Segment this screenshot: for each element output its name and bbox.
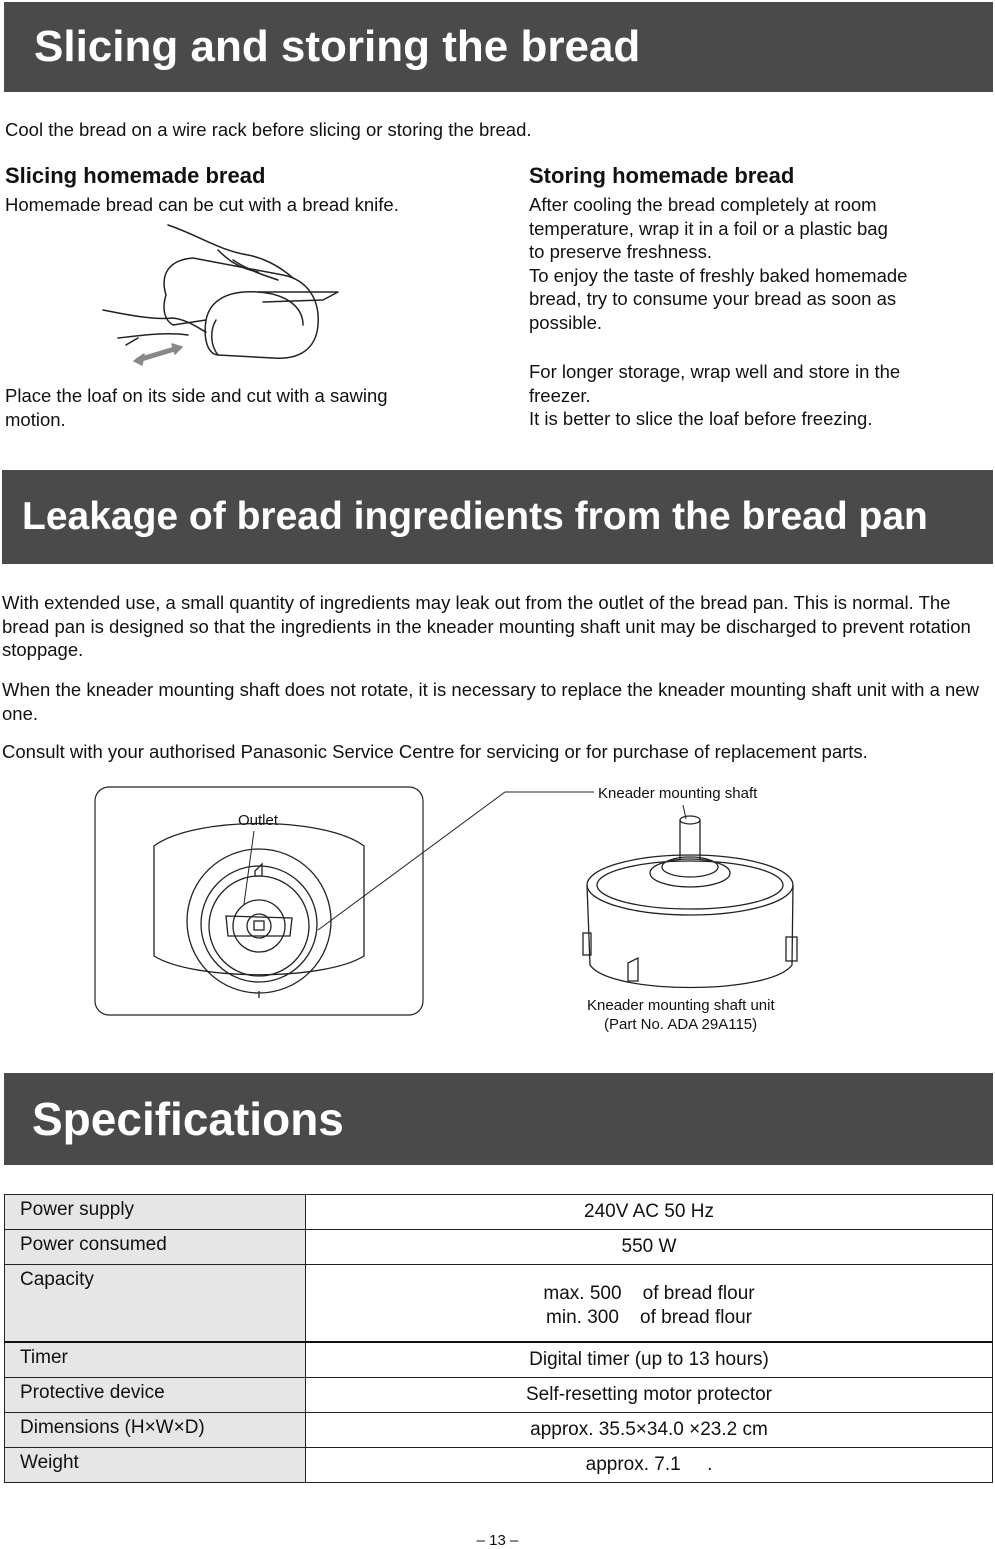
section-banner-specifications (4, 1073, 993, 1165)
table-row (5, 1195, 993, 1230)
table-row (5, 1342, 993, 1378)
spec-label: Capacity (5, 1265, 306, 1343)
section-title: Specifications (32, 1093, 344, 1145)
slicing-caption: Place the loaf on its side and cut with a sawing motion. (5, 385, 388, 430)
section-title: Slicing and storing the bread (34, 22, 641, 71)
specifications-table (4, 1194, 993, 1483)
spec-label: Protective device (5, 1378, 306, 1413)
bread-slicing-illustration (98, 220, 348, 370)
spec-value: Digital timer (up to 13 hours) (306, 1342, 993, 1378)
leakage-paragraph-3: Consult with your authorised Panasonic Service Centre for servicing or for purchase of replacement parts. (2, 741, 868, 762)
storing-text: After cooling the bread completely at room temperature, wrap it in a foil or a plastic bag to preserve freshness. To enjoy the taste of freshly baked homemade bread, try to consume your bread as soon as possible. (529, 194, 908, 333)
spec-value: approx. 7.1 . (306, 1448, 993, 1483)
spec-value: 550 W (306, 1230, 993, 1265)
spec-value: 240V AC 50 Hz (306, 1195, 993, 1230)
table-row (5, 1265, 993, 1343)
slicing-text: Homemade bread can be cut with a bread knife. (5, 194, 399, 215)
section-banner-leakage (2, 470, 993, 564)
table-row (5, 1413, 993, 1448)
leakage-paragraph-1: With extended use, a small quantity of ingredients may leak out from the outlet of the bread pan. This is normal. The bread pan is designed so that the ingredients in the kneader mounting shaft unit may be discharged to prevent rotation stoppage. (2, 592, 971, 660)
table-row (5, 1378, 993, 1413)
storing-freezer-text: For longer storage, wrap well and store in the freezer. It is better to slice the loaf before freezing. (529, 361, 901, 429)
leader-line (0, 780, 995, 980)
leakage-paragraph-2: When the kneader mounting shaft does not rotate, it is necessary to replace the kneader mounting shaft unit with a new one. (2, 679, 979, 724)
label-part-number: (Part No. ADA 29A115) (604, 1016, 758, 1033)
spec-label: Dimensions (H×W×D) (5, 1413, 306, 1448)
intro-text: Cool the bread on a wire rack before slicing or storing the bread. (5, 119, 532, 140)
spec-value: max. 500 of bread flour min. 300 of bread flour (306, 1265, 993, 1343)
label-outlet: Outlet (238, 812, 279, 829)
section-banner-slicing-storing (4, 2, 993, 92)
section-title: Leakage of bread ingredients from the bread pan (22, 495, 928, 538)
page-number: – 13 – (476, 1532, 519, 1549)
spec-label: Power consumed (5, 1230, 306, 1265)
label-kneader-shaft: Kneader mounting shaft (598, 785, 758, 802)
spec-label: Weight (5, 1448, 306, 1483)
kneader-shaft-unit-illustration (580, 805, 810, 1000)
slicing-heading: Slicing homemade bread (5, 163, 266, 188)
spec-label: Timer (5, 1342, 306, 1378)
spec-value: approx. 35.5×34.0 ×23.2 cm (306, 1413, 993, 1448)
storing-heading: Storing homemade bread (529, 163, 795, 188)
spec-label: Power supply (5, 1195, 306, 1230)
spec-value: Self-resetting motor protector (306, 1378, 993, 1413)
table-row (5, 1448, 993, 1483)
table-row (5, 1230, 993, 1265)
label-kneader-shaft-unit: Kneader mounting shaft unit (587, 997, 775, 1014)
